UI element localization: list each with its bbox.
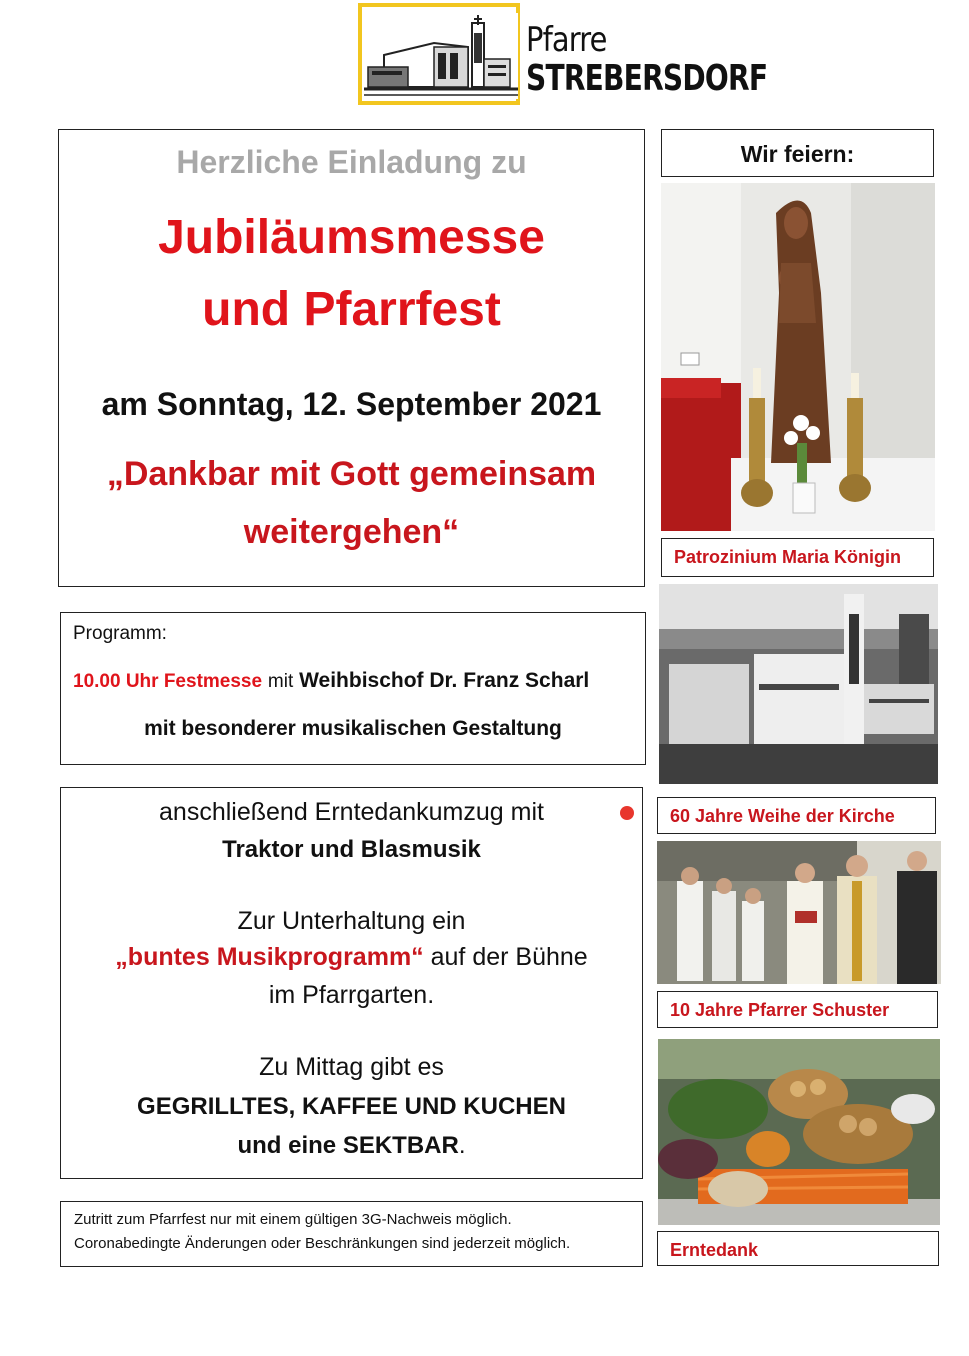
festival-sektbar-line xyxy=(61,1132,642,1160)
logo-text-strebersdorf: STREBERSDORF xyxy=(526,58,768,99)
sektbar-text: und eine SEKTBAR xyxy=(237,1132,459,1159)
festival-food: GEGRILLTES, KAFFEE UND KUCHEN xyxy=(137,1093,566,1120)
harvest-vegetables-photo xyxy=(658,1039,940,1225)
logo-text-pfarre: Pfarre xyxy=(526,20,607,60)
caption-60-jahre: 60 Jahre Weihe der Kirche xyxy=(657,797,936,834)
festival-procession: anschließend Erntedankumzug mit xyxy=(159,798,544,826)
motto-line2: weitergehen“ xyxy=(243,513,460,551)
madonna-statue-photo xyxy=(661,183,935,531)
church-drawing-icon xyxy=(364,13,518,99)
program-heading: Programm: xyxy=(73,623,167,644)
parish-logo xyxy=(358,3,520,105)
mass-with: mit xyxy=(267,671,294,692)
festival-garden: im Pfarrgarten. xyxy=(268,981,435,1009)
festival-box xyxy=(60,787,643,1179)
mass-celebrant: Weihbischof Dr. Franz Scharl xyxy=(299,669,590,692)
festival-entertainment: Zur Unterhaltung ein xyxy=(237,907,466,935)
mass-time: 10.00 Uhr Festmesse xyxy=(73,671,263,692)
festival-music-line xyxy=(61,943,642,972)
program-music: mit besonderer musikalischen Gestaltung xyxy=(144,717,562,740)
ceremony-people-photo xyxy=(657,841,941,984)
event-date: am Sonntag, 12. September 2021 xyxy=(101,386,602,422)
caption-pfarrer-schuster: 10 Jahre Pfarrer Schuster xyxy=(657,991,938,1028)
sidebar-heading: Wir feiern: xyxy=(661,129,934,177)
notice-3g: Zutritt zum Pfarrfest nur mit einem gültigen 3G-Nachweis möglich. xyxy=(74,1211,512,1228)
music-program-rest: auf der Bühne xyxy=(423,943,588,971)
notice-box xyxy=(60,1201,643,1267)
festival-lunch: Zu Mittag gibt es xyxy=(259,1053,444,1081)
program-box xyxy=(60,612,646,765)
bullet-dot-icon xyxy=(620,806,634,820)
invitation-title-line2: und Pfarrfest xyxy=(202,283,501,336)
invitation-box xyxy=(58,129,645,587)
notice-changes: Coronabedingte Änderungen oder Beschränkungen sind jederzeit möglich. xyxy=(74,1235,571,1252)
festival-tractor: Traktor und Blasmusik xyxy=(222,836,481,863)
motto-line1: „Dankbar mit Gott gemeinsam xyxy=(106,455,597,493)
music-program-highlight: „buntes Musikprogramm“ xyxy=(115,943,424,971)
invitation-intro: Herzliche Einladung zu xyxy=(176,144,527,180)
invitation-title-line1: Jubiläumsmesse xyxy=(158,211,545,264)
church-historic-photo xyxy=(659,584,938,784)
caption-patrozinium: Patrozinium Maria Königin xyxy=(661,538,934,577)
program-mass-line xyxy=(73,669,589,693)
caption-erntedank: Erntedank xyxy=(657,1231,939,1266)
sektbar-period: . xyxy=(458,1132,466,1159)
